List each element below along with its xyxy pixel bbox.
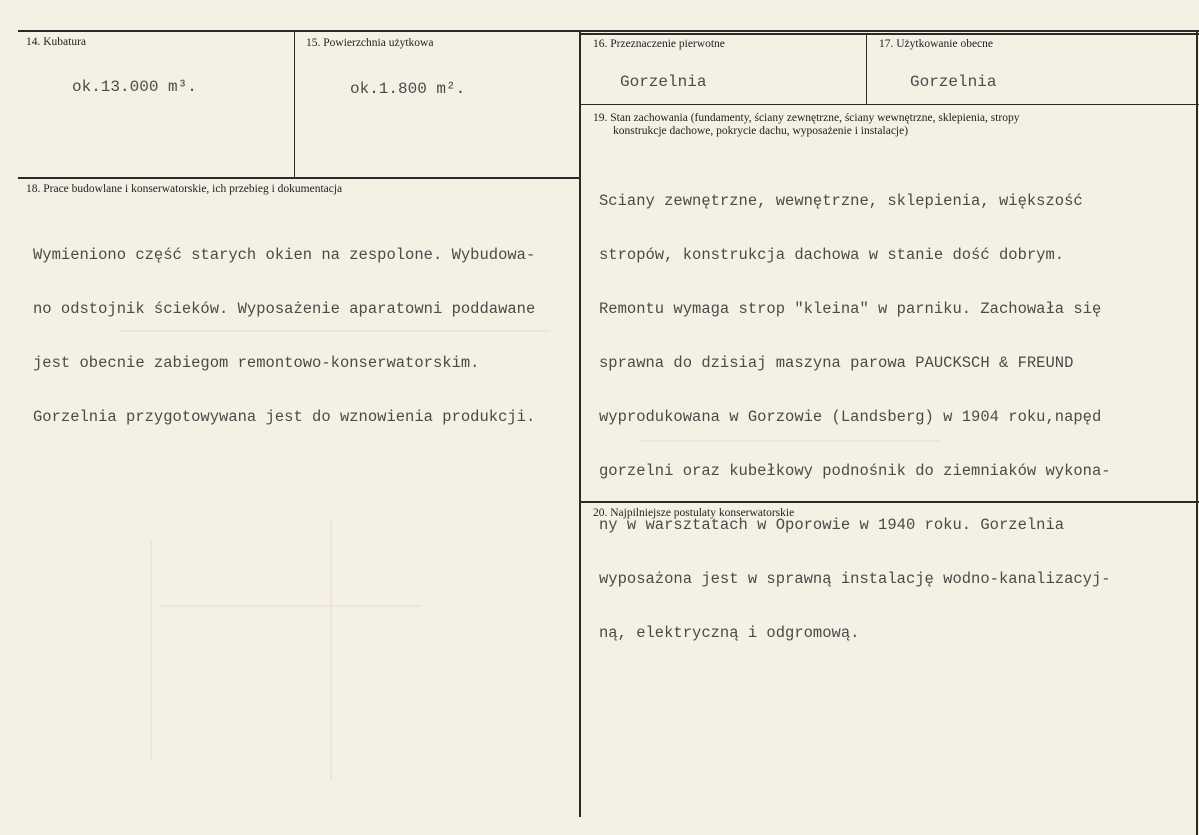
bleed-through-mark [330, 520, 332, 780]
field-19-text [599, 156, 1111, 678]
field-20-label: 20. Najpilniejsze postulaty konserwatorskie [593, 507, 795, 519]
field-17-label: 17. Użytkowanie obecne [879, 38, 994, 50]
field-18-line: no odstojnik ścieków. Wyposażenie aparatowni poddawane [33, 300, 536, 318]
field-15-value: ok.1.800 m². [350, 80, 466, 98]
field-19-line: Sciany zewnętrzne, wewnętrzne, sklepienia, większość [599, 192, 1083, 210]
field-17-value: Gorzelnia [910, 73, 997, 91]
divider-row-16-19 [581, 104, 1199, 105]
bleed-through-mark [160, 605, 420, 607]
field-19-label [593, 112, 1020, 138]
field-15-label: 15. Powierzchnia użytkowa [306, 37, 434, 49]
top-border [18, 30, 1199, 32]
field-19-line: ną, elektryczną i odgromową. [599, 624, 860, 642]
field-14-label: 14. Kubatura [26, 36, 87, 48]
field-19-label-line: 19. Stan zachowania (fundamenty, ściany zewnętrzne, ściany wewnętrzne, sklepienia, stropy [593, 112, 1020, 124]
divider-main [579, 32, 581, 817]
field-16-value: Gorzelnia [620, 73, 707, 91]
field-19-line: Remontu wymaga strop "kleina" w parniku. Zachowała się [599, 300, 1102, 318]
field-18-label: 18. Prace budowlane i konserwatorskie, ich przebieg i dokumentacja [26, 183, 343, 195]
divider-14-15 [294, 32, 295, 177]
field-19-line: wyposażona jest w sprawną instalację wodno-kanalizacyj- [599, 570, 1111, 588]
divider-16-17 [866, 34, 867, 104]
field-18-line: Wymieniono część starych okien na zespolone. Wybudowa- [33, 246, 536, 264]
field-18-line: jest obecnie zabiegom remontowo-konserwatorskim. [33, 354, 480, 372]
field-14-value: ok.13.000 m³. [72, 78, 197, 96]
field-19-line: wyprodukowana w Gorzowie (Landsberg) w 1904 roku,napęd [599, 408, 1102, 426]
field-16-label: 16. Przeznaczenie pierwotne [593, 38, 725, 50]
field-18-text [33, 210, 535, 462]
field-19-label-line: konstrukcje dachowe, pokrycie dachu, wyposażenie i instalacje) [613, 125, 909, 137]
field-19-line: ny w warsztatach w Oporowie w 1940 roku. Gorzelnia [599, 516, 1065, 534]
field-18-line: Gorzelnia przygotowywana jest do wznowienia produkcji. [33, 408, 536, 426]
field-19-line: sprawna do dzisiaj maszyna parowa PAUCKSCH & FREUND [599, 354, 1074, 372]
field-19-line: stropów, konstrukcja dachowa w stanie dość dobrym. [599, 246, 1065, 264]
field-19-line: gorzelni oraz kubełkowy podnośnik do ziemniaków wykona- [599, 462, 1111, 480]
right-edge [1196, 30, 1198, 835]
divider-row-14-18 [18, 177, 580, 179]
divider-top-right [580, 33, 1199, 35]
bleed-through-mark [150, 540, 152, 760]
